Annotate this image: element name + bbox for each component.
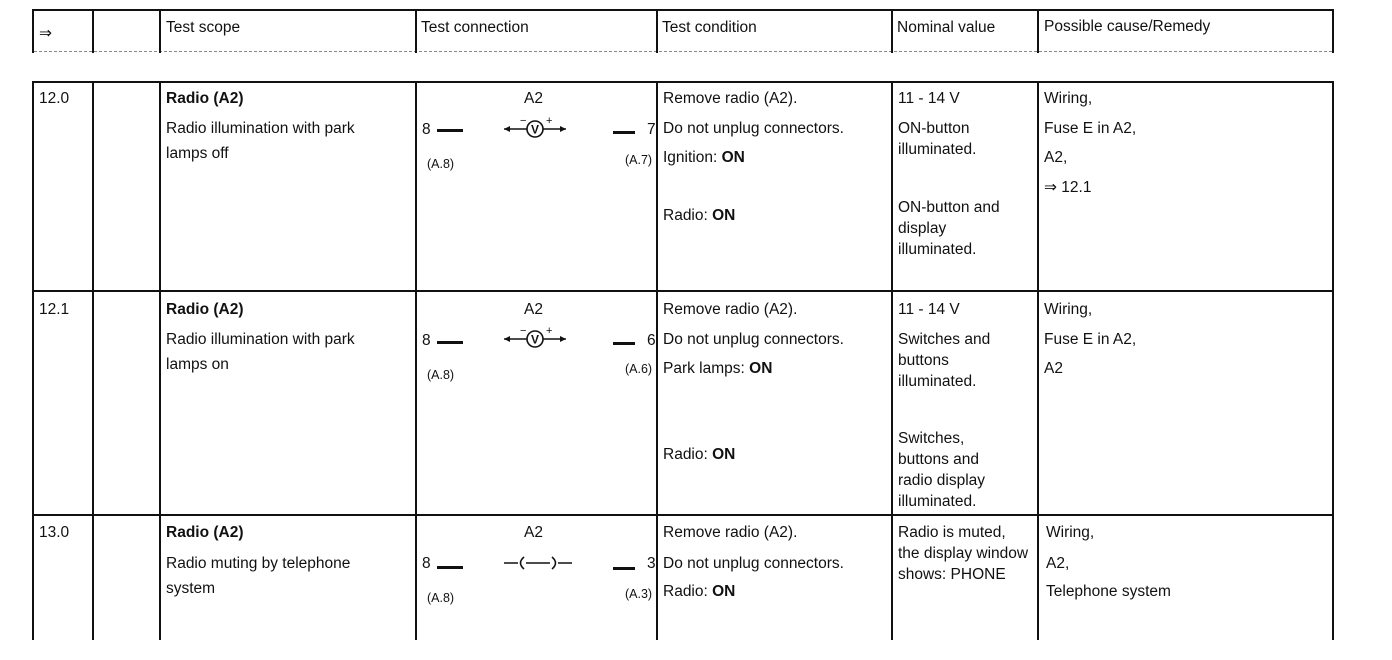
- pin-left-connector: [437, 566, 463, 569]
- scope-desc-line: Radio muting by telephone: [166, 555, 351, 572]
- step-number: 13.0: [39, 524, 70, 541]
- cause-line: Fuse E in A2,: [1044, 331, 1137, 348]
- component-label: A2: [524, 90, 543, 107]
- cause-line: A2,: [1044, 149, 1068, 166]
- nominal-value: Switches and buttons illuminated.: [898, 331, 991, 390]
- pin-right-connector: [613, 131, 635, 134]
- body-col-divider: [159, 81, 161, 640]
- condition-line: Do not unplug connectors.: [663, 331, 844, 348]
- body-col-divider: [1332, 81, 1334, 640]
- body-col-divider: [891, 81, 893, 640]
- header-arrow: ⇒: [39, 25, 52, 42]
- body-col-divider: [92, 81, 94, 640]
- pin-left: 8: [422, 121, 431, 138]
- scope-title: Radio (A2): [166, 524, 244, 541]
- nominal-value: Radio is muted, the display window shows: PHONE: [898, 524, 1029, 583]
- body-col-divider: [1037, 81, 1039, 640]
- scope-desc-line: Radio illumination with park: [166, 331, 355, 348]
- header-col-divider: [92, 9, 94, 53]
- header-col-divider: [1037, 9, 1039, 53]
- header-col-divider: [415, 9, 417, 53]
- pin-right-ref: (A.7): [625, 153, 653, 167]
- pin-right: 6: [647, 332, 656, 349]
- body-col-divider: [656, 81, 658, 640]
- header-test-scope: Test scope: [166, 19, 241, 36]
- svg-text:+: +: [546, 115, 553, 127]
- pin-left-ref: (A.8): [427, 157, 455, 171]
- header-col-divider: [1332, 9, 1334, 53]
- pin-left-connector: [437, 129, 463, 132]
- cause-line: Telephone system: [1046, 583, 1171, 600]
- step-number: 12.0: [39, 90, 70, 107]
- header-col-divider: [656, 9, 658, 53]
- scope-desc-line: lamps off: [166, 145, 229, 162]
- condition-line: Radio: ON: [663, 207, 736, 224]
- voltmeter-icon: [500, 324, 570, 352]
- voltmeter-icon: [500, 114, 570, 142]
- meter-symbol: V: [530, 332, 540, 347]
- svg-text:+: +: [546, 325, 553, 337]
- pin-right-connector: [613, 567, 635, 570]
- nominal-value: Switches, buttons and radio display illuminated.: [898, 430, 986, 510]
- cause-line: A2: [1044, 360, 1063, 377]
- condition-line: Do not unplug connectors.: [663, 120, 844, 137]
- body-col-divider: [415, 81, 417, 640]
- nominal-value: 11 - 14 V: [898, 301, 960, 318]
- header-nominal-value: Nominal value: [897, 19, 996, 36]
- condition-line: Radio: ON: [663, 583, 736, 600]
- pin-left-ref: (A.8): [427, 368, 455, 382]
- cause-line: Wiring,: [1044, 90, 1093, 107]
- condition-line: Remove radio (A2).: [663, 524, 798, 541]
- pin-left: 8: [422, 332, 431, 349]
- body-top-border: [32, 81, 1334, 83]
- condition-line: Radio: ON: [663, 446, 736, 463]
- scope-title: Radio (A2): [166, 90, 244, 107]
- scope-desc-line: Radio illumination with park: [166, 120, 355, 137]
- condition-line: Do not unplug connectors.: [663, 555, 844, 572]
- pin-right: 7: [647, 121, 656, 138]
- pin-left-connector: [437, 341, 463, 344]
- nominal-value: ON-button and display illuminated.: [898, 199, 1000, 258]
- pin-left-ref: (A.8): [427, 591, 455, 605]
- scope-desc-line: system: [166, 580, 216, 597]
- component-label: A2: [524, 524, 543, 541]
- row-divider: [32, 514, 1334, 516]
- header-top-border: [32, 9, 1334, 11]
- nominal-value: ON-button illuminated.: [898, 120, 977, 158]
- body-col-divider: [32, 81, 34, 640]
- header-col-divider: [891, 9, 893, 53]
- pin-left: 8: [422, 555, 431, 572]
- condition-line: Remove radio (A2).: [663, 301, 798, 318]
- header-bottom-dashes: [34, 51, 1332, 52]
- pin-right-ref: (A.3): [625, 587, 653, 601]
- nominal-value: 11 - 14 V: [898, 90, 960, 107]
- header-possible-cause: Possible cause/Remedy: [1044, 18, 1211, 35]
- switch-contact-icon: [500, 552, 576, 574]
- pin-right: 3: [647, 555, 656, 572]
- condition-line: Remove radio (A2).: [663, 90, 798, 107]
- component-label: A2: [524, 301, 543, 318]
- cause-line: Wiring,: [1044, 301, 1093, 318]
- header-col-divider: [32, 9, 34, 53]
- header-test-condition: Test condition: [662, 19, 757, 36]
- cause-line: A2,: [1046, 555, 1070, 572]
- cause-line: Wiring,: [1046, 524, 1095, 541]
- step-number: 12.1: [39, 301, 70, 318]
- svg-text:−: −: [520, 325, 527, 337]
- cause-line: ⇒ 12.1: [1044, 179, 1092, 196]
- svg-text:−: −: [520, 115, 527, 127]
- scope-desc-line: lamps on: [166, 356, 229, 373]
- cause-line: Fuse E in A2,: [1044, 120, 1137, 137]
- header-col-divider: [159, 9, 161, 53]
- pin-right-ref: (A.6): [625, 362, 653, 376]
- condition-line: Ignition: ON: [663, 149, 745, 166]
- condition-line: Park lamps: ON: [663, 360, 773, 377]
- row-divider: [32, 290, 1334, 292]
- pin-right-connector: [613, 342, 635, 345]
- scope-title: Radio (A2): [166, 301, 244, 318]
- header-test-connection: Test connection: [421, 19, 529, 36]
- meter-symbol: V: [530, 122, 540, 137]
